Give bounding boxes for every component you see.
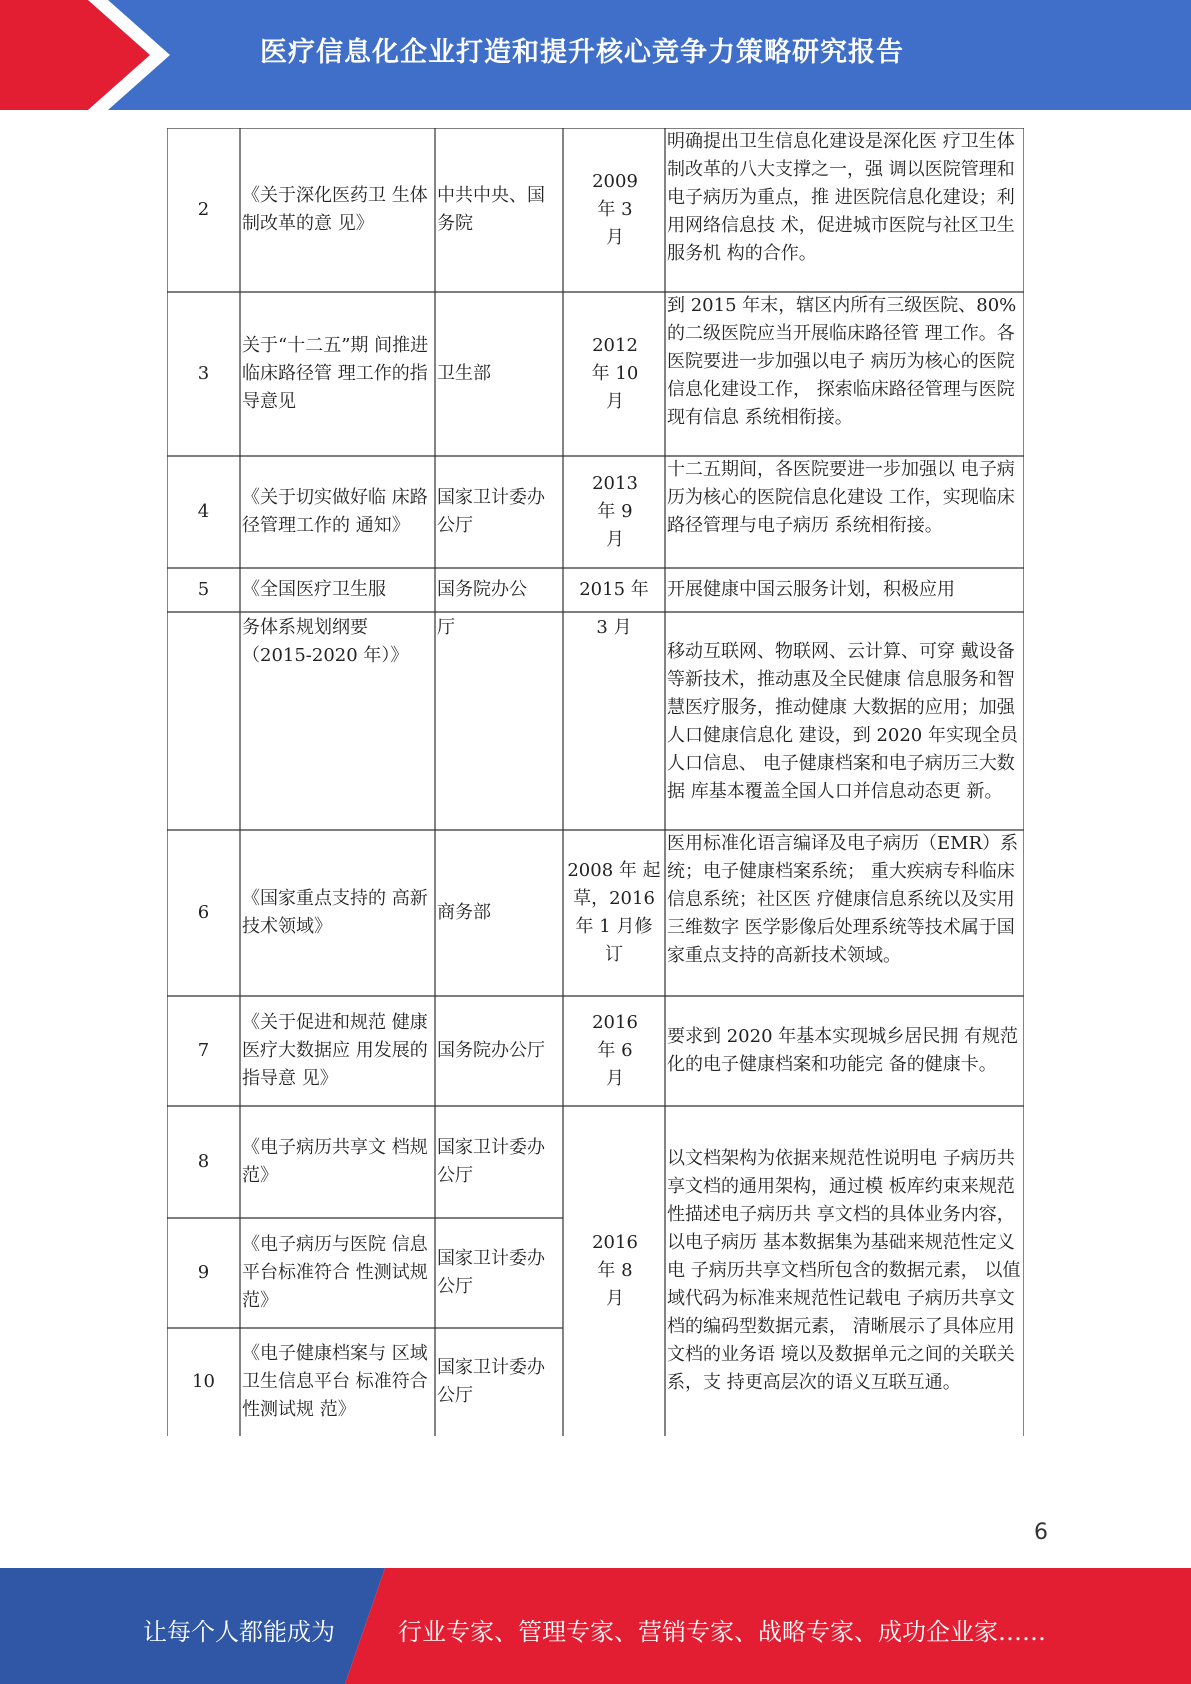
row-2-issuer: 中共中央、国务院	[437, 185, 545, 234]
footer-slogan-right: 行业专家、管理专家、营销专家、战略专家、成功企业家……	[398, 1618, 1046, 1646]
row-6-issuer: 商务部	[437, 902, 491, 923]
row-5-date-line2: 3 月	[596, 617, 632, 638]
policy-table	[167, 128, 1024, 1436]
row-2-date: 2009 年 3 月	[592, 171, 638, 248]
rows-8-10-date: 2016 年 8 月	[592, 1232, 638, 1309]
row-2-document: 《关于深化医药卫 生体制改革的意 见》	[242, 185, 428, 234]
row-4-document: 《关于切实做好临 床路径管理工作的 通知》	[242, 487, 428, 536]
row-4-content: 十二五期间，各医院要进一步加强以 电子病历为核心的医院信息化建设 工作，实现临床路径管理与电子病历 系统相衔接。	[667, 459, 1015, 536]
row-3-number: 3	[197, 363, 210, 384]
page-number: 6	[1034, 1520, 1048, 1545]
row-6-number: 6	[197, 902, 210, 923]
row-5-document-line1: 《全国医疗卫生服	[242, 579, 386, 600]
row-5-date-line1: 2015 年	[579, 579, 649, 600]
row-7-document: 《关于促进和规范 健康医疗大数据应 用发展的指导意 见》	[242, 1012, 428, 1089]
row-8-issuer: 国家卫计委办公厅	[437, 1137, 545, 1186]
row-5-number: 5	[197, 579, 210, 600]
row-3-date: 2012 年 10 月	[591, 335, 639, 412]
row-6-content: 医用标准化语言编译及电子病历（EMR）系统；电子健康档案系统； 重大疾病专科临床信息系统；社区医 疗健康信息系统以及实用三维数字 医学影像后处理系统等技术属于国 家重点支持的高新技术领域。	[667, 833, 1019, 966]
row-5-issuer-line1: 国务院办公	[437, 579, 527, 600]
row-7-issuer: 国务院办公厅	[437, 1040, 545, 1061]
row-3-content: 到 2015 年末，辖区内所有三级医院、80%的二级医院应当开展临床路径管 理工作。各医院要进一步加强以电子 病历为核心的医院信息化建设工作， 探索临床路径管理与医院现有信息 系统相衔接。	[667, 295, 1017, 428]
row-9-document: 《电子病历与医院 信息平台标准符合 性测试规范》	[242, 1234, 428, 1311]
row-3-document: 关于“十二五”期 间推进临床路径管 理工作的指导意见	[242, 335, 429, 412]
row-7-date: 2016 年 6 月	[592, 1012, 638, 1089]
row-6-date: 2008 年 起草，2016 年 1 月修订	[567, 860, 661, 965]
report-title: 医疗信息化企业打造和提升核心竞争力策略研究报告	[260, 37, 904, 68]
row-10-number: 10	[192, 1371, 215, 1392]
page-footer	[0, 1568, 1191, 1684]
row-5-content-line1: 开展健康中国云服务计划，积极应用	[667, 579, 955, 600]
row-9-issuer: 国家卫计委办公厅	[437, 1248, 545, 1297]
row-2-content: 明确提出卫生信息化建设是深化医 疗卫生体制改革的八大支撑之一，强 调以医院管理和电子病历为重点，推 进医院信息化建设；利用网络信息技 术，促进城市医院与社区卫生服务机 构的合作。	[667, 131, 1015, 264]
row-5-content-line2: 移动互联网、物联网、云计算、可穿 戴设备等新技术，推动惠及全民健康 信息服务和智慧医疗服务，推动健康 大数据的应用；加强人口健康信息化 建设，到 2020 年实现全员人口信息、 电子健康档案和电子病历三大数据 库基本覆盖全国人口并信息动态更 新。	[667, 641, 1018, 802]
row-10-issuer: 国家卫计委办公厅	[437, 1357, 545, 1406]
row-4-issuer: 国家卫计委办公厅	[437, 487, 545, 536]
row-8-document: 《电子病历共享文 档规范》	[242, 1137, 428, 1186]
row-4-number: 4	[197, 501, 210, 522]
rows-8-10-content: 以文档架构为依据来规范性说明电 子病历共享文档的通用架构，通过模 板库约束来规范性描述电子病历共 享文档的具体业务内容，以电子病历 基本数据集为基础来规范性定义电 子病历共享文档所包含的数据元素， 以值域代码为标准来规范性记载电 子病历共享文档的编码型数据元素， 清晰展示了具体应用文档的业务语 境以及数据单元之间的关联关系，支 持更高层次的语义互联互通。	[667, 1148, 1021, 1393]
row-2-number: 2	[197, 199, 210, 220]
row-7-content: 要求到 2020 年基本实现城乡居民拥 有规范化的电子健康档案和功能完 备的健康卡。	[667, 1026, 1018, 1075]
row-5-issuer-line2: 厅	[437, 617, 455, 638]
row-9-number: 9	[197, 1262, 210, 1283]
row-10-document: 《电子健康档案与 区域卫生信息平台 标准符合性测试规 范》	[242, 1343, 428, 1420]
row-6-document: 《国家重点支持的 高新技术领域》	[242, 888, 428, 937]
page-header	[0, 0, 1191, 110]
row-5-document-line2: 务体系规划纲要（2015-2020 年）》	[242, 617, 409, 666]
row-8-number: 8	[197, 1151, 210, 1172]
row-4-date: 2013 年 9 月	[592, 473, 638, 550]
row-3-issuer: 卫生部	[437, 363, 491, 384]
row-7-number: 7	[197, 1040, 210, 1061]
footer-slogan-left: 让每个人都能成为	[143, 1618, 335, 1646]
